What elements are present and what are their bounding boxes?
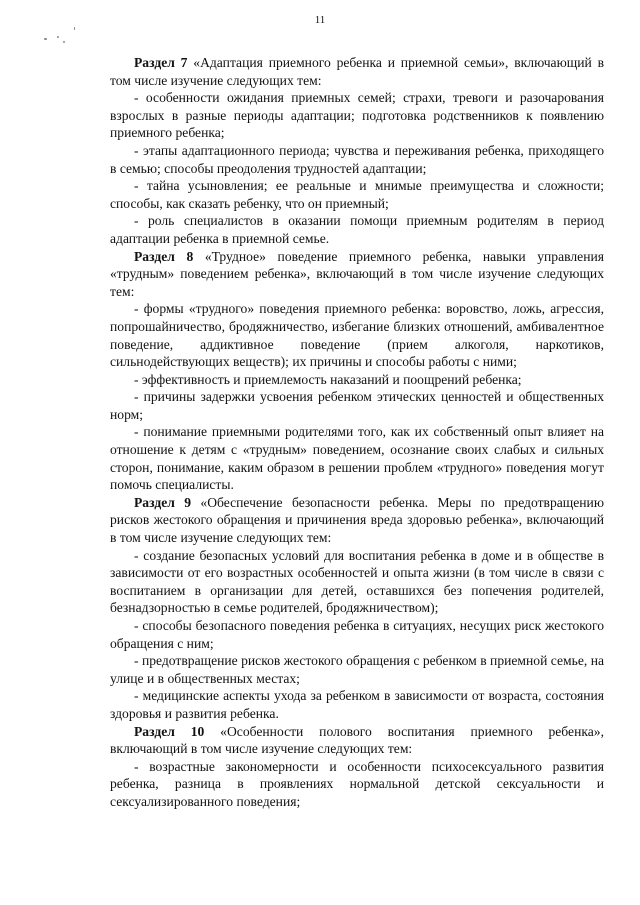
section-title: «Адаптация приемного ребенка и приемной семьи», включающий в том числе изучение следующих тем: [110,55,604,88]
list-item: - роль специалистов в оказании помощи приемным родителям в период адаптации ребенка в приемной семье. [110,213,604,246]
scan-speck [44,38,47,40]
section-heading [110,494,604,547]
section-label: Раздел 8 [134,248,194,264]
scan-speck [57,36,59,38]
section-label: Раздел 9 [134,494,192,510]
section-label: Раздел 10 [134,723,205,739]
list-item: - возрастные закономерности и особенности психосексуального развития ребенка, разница в проявлениях нормальной детской сексуальности и сексуализированного поведения; [110,758,604,809]
list-item: - предотвращение рисков жестокого обращения с ребенком в приемной семье, на улице и в общественных местах; [110,653,604,686]
list-item: - формы «трудного» поведения приемного ребенка: воровство, ложь, агрессия, попрошайничество, бродяжничество, избегание близких отношений, амбивалентное поведение, аддиктивное поведение (прием алкоголя, наркотиков, сильнодействующих веществ); их причины и способы работы с ними; [110,301,604,370]
list-item: - причины задержки усвоения ребенком этических ценностей и общественных норм; [110,389,604,422]
list-item: - понимание приемными родителями того, как их собственный опыт влияет на отношение к детям с «трудным» поведением, осознание своих слабых и сильных сторон, понимание, каким образом в решении проблем «трудного» поведения могут помочь специалисты. [110,424,604,493]
section-heading [110,54,604,89]
list-item: - создание безопасных условий для воспитания ребенка в доме и в обществе в зависимости от его возрастных особенностей и опыта жизни (в том числе в связи с воспитанием в организации для детей, оставшихся без попечения родителей, безнадзорностью в семье родителей, бродяжничеством); [110,547,604,616]
section-heading [110,248,604,301]
list-item: - тайна усыновления; ее реальные и мнимые преимущества и сложности; способы, как сказать ребенку, что он приемный; [110,178,604,211]
section-label: Раздел 7 [134,55,188,70]
list-item: - этапы адаптационного периода; чувства и переживания ребенка, приходящего в семью; способы преодоления трудностей адаптации; [110,142,604,176]
page-number: 11 [314,14,326,26]
section-title: «Особенности полового воспитания приемного ребенка», включающий в том числе изучение следующих тем: [110,723,604,757]
list-item: - медицинские аспекты ухода за ребенком в зависимости от возраста, состояния здоровья и развития ребенка. [110,688,604,721]
scan-speck [63,41,65,43]
list-item: - способы безопасного поведения ребенка в ситуациях, несущих риск жестокого обращения с ним; [110,618,604,651]
section-heading [110,723,604,758]
scan-speck [74,27,75,30]
list-item: - эффективность и приемлемость наказаний и поощрений ребенка; [134,371,522,387]
list-item: - особенности ожидания приемных семей; страхи, тревоги и разочарования взрослых в разные периоды адаптации; подготовка родственников к появлению приемного ребенка; [110,90,604,141]
document-body [110,54,604,811]
section-title: «Обеспечение безопасности ребенка. Меры по предотвращению рисков жестокого обращения и причинения вреда здоровью ребенка», включающий в том числе изучение следующих тем: [110,494,604,546]
section-title: «Трудное» поведение приемного ребенка, навыки управления «трудным» поведением ребенка», включающий в том числе изучение следующих тем: [110,248,604,299]
